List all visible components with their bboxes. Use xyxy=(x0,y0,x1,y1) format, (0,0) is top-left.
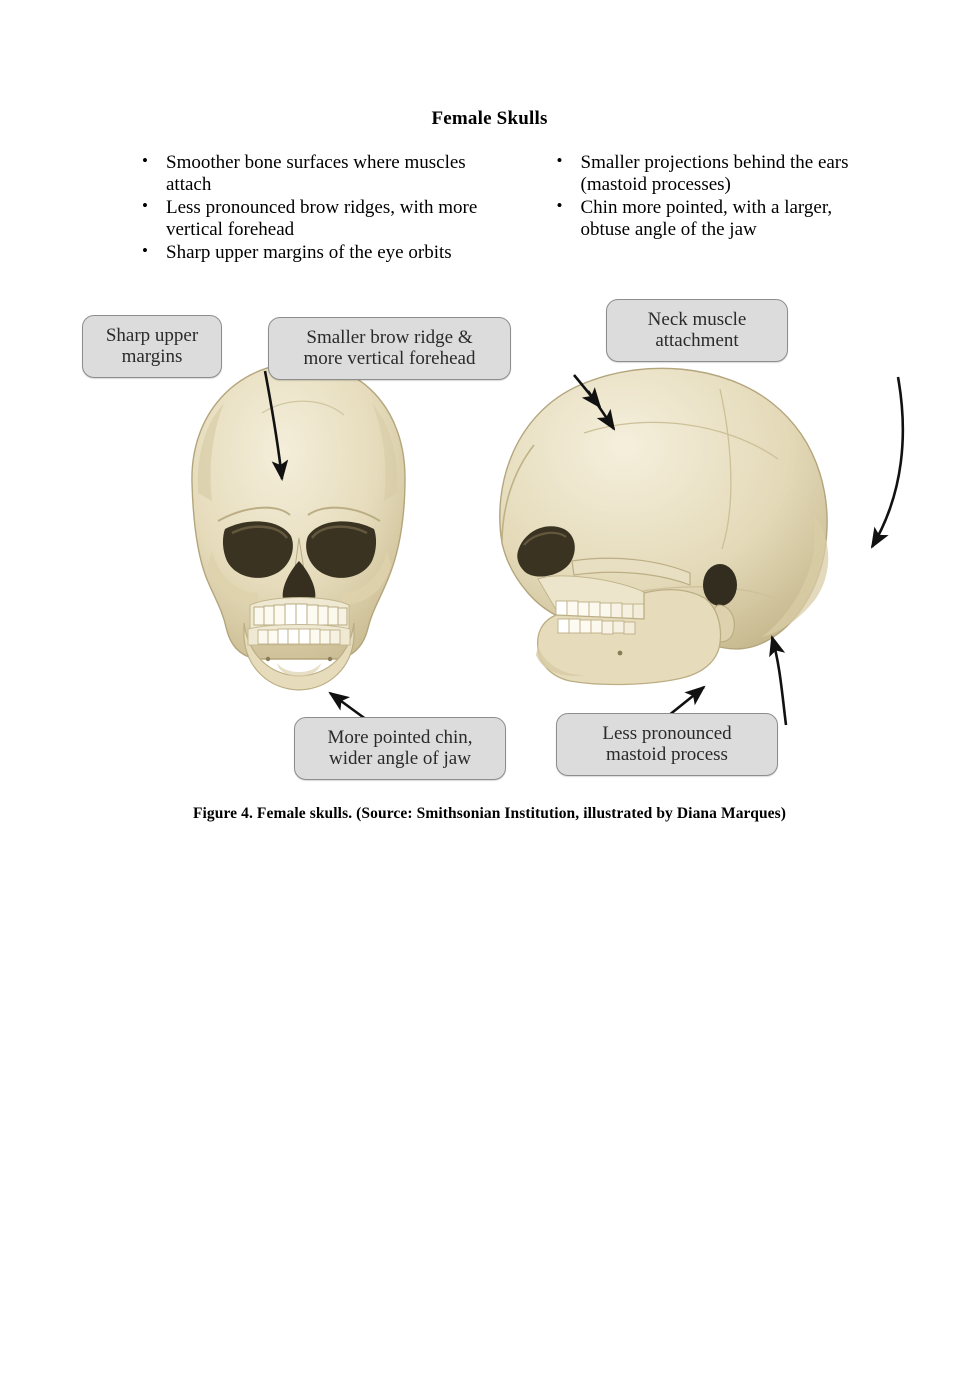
bullet-list-right xyxy=(549,152,868,241)
skull-frontal-view xyxy=(192,363,405,690)
bullet-list-left xyxy=(134,152,501,264)
list-item: • Chin more pointed, with a larger, obtuse angle of the jaw xyxy=(549,197,868,241)
bullet-column-left xyxy=(134,152,501,265)
callout-line: More pointed chin, xyxy=(327,727,473,749)
arrow-mastoid-process xyxy=(772,637,786,725)
list-item: • Sharp upper margins of the eye orbits xyxy=(134,242,501,264)
callout-line: margins xyxy=(121,346,183,368)
bullet-columns xyxy=(72,152,907,265)
callout-line: more vertical forehead xyxy=(303,348,476,370)
callout-line: Smaller brow ridge & xyxy=(306,327,473,349)
list-item: • Smaller projections behind the ears (mastoid processes) xyxy=(549,152,868,196)
callout-line: wider angle of jaw xyxy=(329,748,471,770)
callout-line: attachment xyxy=(655,330,739,352)
bullet-column-right xyxy=(501,152,868,265)
page-title: Female Skulls xyxy=(431,108,548,129)
callout-neck-muscle-attachment xyxy=(606,299,788,362)
list-item: • Smoother bone surfaces where muscles attach xyxy=(134,152,501,196)
callout-line: Neck muscle xyxy=(647,309,747,331)
callout-sharp-upper-margins xyxy=(82,315,222,378)
figure-female-skulls xyxy=(72,293,907,793)
callout-line: Sharp upper xyxy=(105,325,199,347)
callout-more-pointed-chin xyxy=(294,717,506,780)
callout-line: mastoid process xyxy=(606,744,728,766)
skull-lateral-view xyxy=(500,368,828,684)
document-page xyxy=(0,108,979,1374)
arrow-neck-muscle-attachment xyxy=(872,377,903,547)
callout-less-pronounced-mastoid xyxy=(556,713,778,776)
callout-line: Less pronounced xyxy=(602,723,732,745)
callout-smaller-brow-ridge xyxy=(268,317,511,380)
list-item: • Less pronounced brow ridges, with more vertical forehead xyxy=(134,197,501,241)
figure-caption: Figure 4. Female skulls. (Source: Smithsonian Institution, illustrated by Diana Marques) xyxy=(192,805,787,823)
